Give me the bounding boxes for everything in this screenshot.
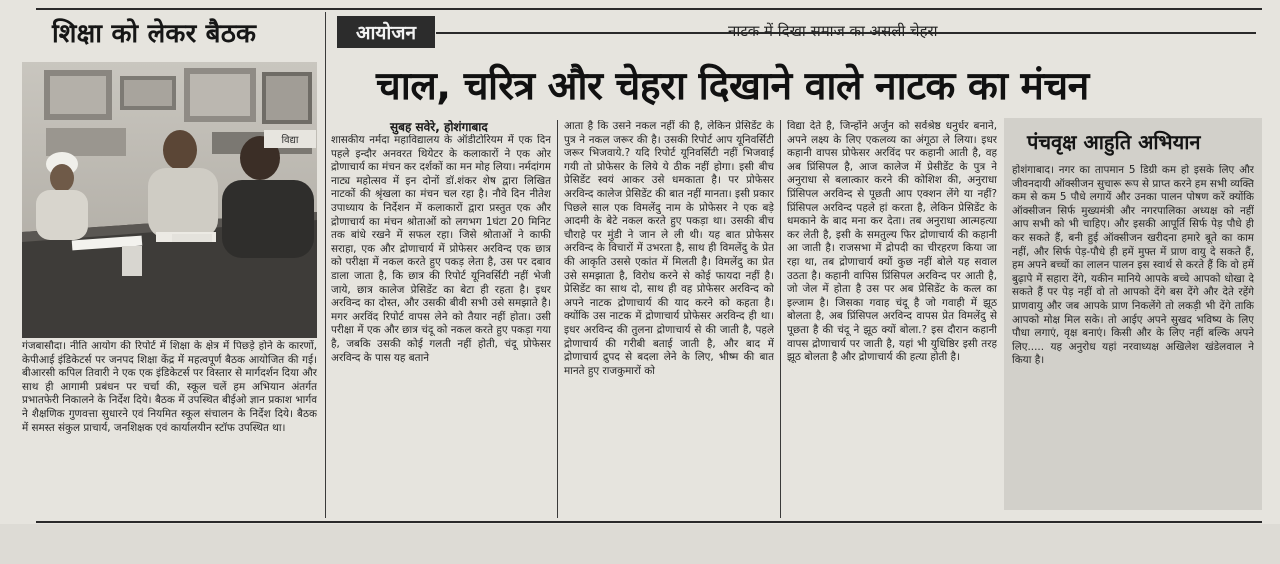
main-story-column-2: आता है कि उसने नकल नहीं की है, लेकिन प्रेसिडेंट के पुत्र ने नकल जरूर की है। उसकी रिपोर्ट आप यूनिवर्सिटी जरूर भिजवाये.? यदि रिपोर्ट यूनिवर्सिटी नहीं भिजवाई गयी तो प्रोफेसर के लिये ये ठीक नहीं होगा। इसी बीच प्रेसिडेंट स्वयं आकर उसे धमकाता है। पर प्रोफेसर अरविन्द कालेज प्रेसिडेंट की बात नहीं मानता। इसी प्रकार पिछले साल एक विमलेंदु नाम के प्रोफेसर ने एक बड़े आदमी के बेटे नकल करते हुए पकड़ा था। उसकी बीच चौराहे पर मुंडी ने जान ले ली थी। यह बात प्रोफेसर अरविन्द के विचारों में उभरता है, साथ ही विमलेंदु के प्रेत की आकृति उससे एकांत में मिलती है। विमलेंदु का प्रेत उसे समझाता है, विरोध करने से कोई फायदा नहीं है। प्रेसिडेंट का साथ दो, साथ ही वह प्रोफेसर अरविन्द को अपने नाटक द्रोणाचार्य की याद करने को कहता है। क्योंकि उस नाटक में द्रोणाचार्य प्रोफेसर अरविन्द ही था। इधर अरविन्द की तुलना द्रोणाचार्य से की जाती है, पहले द्रोणाचार्य की गरीबी बताई जाती है, और बाद में द्रोणाचार्य द्रुपद से बदला लेने के लिए, भीष्म की बात मानते हुए राजकुमारों को (564, 120, 774, 377)
main-story-column-1: शासकीय नर्मदा महाविद्यालय के ऑडीटोरियम में एक दिन पहले इन्दौर अनवरत थियेटर के कलाकारों ने एक ओर द्रोणाचार्य का मंचन कर दर्शकों का मन मोह लिया। नर्मदांगम नाट्य महोत्सव में इन दोनों डॉ.शंकर शेष द्वारा लिखित नाटकों की श्रृंखला का मंचन चल रहा है। नौवे दिन नीतेश उपाध्याय के निर्देशन में कलाकारों द्वारा प्रस्तुत एक और द्रोणाचार्य का मंचन श्रोताओं को लगभग 1घंटा 20 मिनिट तक बांधे रखने में सफल रहा। जिसे श्रोताओं ने काफी सराहा, एक और द्रोणाचार्य में प्रोफेसर अरविन्द एक छात्र को परीक्षा में नकल करते हुए पकड़ लेता है, उस पर दबाव डाला जाता है, कि छात्र की रिपोर्ट यूनिवर्सिटी नहीं भेजी जाये, छात्र कालेज प्रेसिडेंट का बेटा ही रहता है। इधर अरविन्द का दोस्त, और उसकी बीवी सभी उसे समझाते है। मगर अरविंद रिपोर्ट वापस लेने को तैयार नहीं होता। उसी परीक्षा में एक और छात्र चंदू को नकल करते हुए पकड़ा गया है, जबकि उसकी कोई गलती नहीं होती, चंदू प्रोफेसर अरविन्द के पास यह बताने (331, 134, 551, 364)
main-story-column-3: विद्या देते है, जिन्होंने अर्जुन को सर्वश्रेष्ठ धनुर्धर बनाने, अपने लक्ष्य के लिए एकलव्य का अंगूठा ले लिया। इधर कहानी वापस प्रोफेसर अरविंद पर कहानी आती है, वह अब प्रिंसिपल है, आज कालेज में प्रेसीडेंट के पुत्र ने अनुराधा से बलात्कार करने की कोशिश की, अनुराधा प्रिंसिपल अरविन्द से पूछती आप एक्शन लेंगे या नहीं? प्रिंसिपल अरविन्द पहले हां करता है, लेकिन प्रेसिडेंट के धमकाने के बाद मना कर देता। तब अनुराधा आत्महत्या कर लेती है, इसी के समतुल्य फिर द्रोणाचार्य की कहानी आ जाती है। राजसभा में द्रोपदी का चीरहरण किया जा रहा था, तब द्रोणाचार्य क्यों कुछ नहीं बोले यह सवाल उठता है। कहानी वापिस प्रिंसिपल अरविन्द पर आती है, जो जेल में होता है उस पर अब प्रेसिडेंट के कत्ल का इल्जाम है। जिसका गवाह चंदू है जो गवाही में झूठ बोलता है, अब प्रिंसिपल अरविन्द वापस प्रेत विमलेंदु से पूछता है की चंदू ने झूठ क्यों बोला.? इस दौरान कहानी वापस द्रोणाचार्य पर जाती है, यहां भी युधिष्ठिर इसी तरह झूठ बोलता है और द्रोणाचार्य की हत्या होती है। (787, 120, 997, 364)
bottom-rule (36, 521, 1262, 523)
column-divider-1 (557, 120, 558, 518)
side-box-title: पंचवृक्ष आहुति अभियान (1027, 130, 1201, 154)
page-bottom-margin (0, 524, 1280, 564)
top-rule (36, 8, 1262, 10)
story-kicker: नाटक में दिखा समाज का असली चेहरा (728, 22, 938, 40)
left-story-headline: शिक्षा को लेकर बैठक (52, 19, 257, 49)
section-tag: आयोजन (337, 16, 435, 48)
column-divider-2 (780, 120, 781, 518)
side-box-body: होशंगाबाद। नगर का तापमान 5 डिग्री कम हो इसके लिए और जीवनदायी ऑक्सीजन सुचारू रूप से प्राप्त करने हम सभी व्यक्ति कम से कम 5 पौधे लगायें और उनका पालन पोषण करें क्योंकि ऑक्सीजन सिर्फ मुख्यमंत्री और नगरपालिका अध्यक्ष को नहीं आप सभी को भी चाहिए। और इसकी आपूर्ति सिर्फ पेड़ पौधे ही कर सकते हैं, बनी हुई ऑक्सीजन खरीदना हमारे बूते का काम नहीं, और सिर्फ पेड़-पौधे ही हमें मुफ्त में प्राण वायु दे सकते हैं, हम अपने बच्चों का लालन पालन इस स्वार्थ से करते हैं कि वो हमें बुढ़ापे में सहारा देंगे, यकीन मानिये आपके बच्चे आपको धोखा दे सकते हैं पर पेड़ नहीं वो तो आपको देंगे बस देंगे और देते रहेंगे प्राणवायु और जब आपके प्राण निकलेंगे तो लकड़ी भी देंगे ताकि आपको मोक्ष मिल सके। तो आईए अपने सुखद भविष्य के लिए पौधा लगाएं, वृक्ष बनाएं। किसी और के लिए नहीं बल्कि अपने लिए..... यह अनुरोध यहां नरवाध्यक्ष अखिलेश खंडेलवाल ने किया है। (1012, 164, 1254, 367)
column-divider-left (325, 12, 326, 518)
meeting-photo-image (22, 62, 317, 338)
meeting-photo (22, 62, 317, 338)
photo-banner-text: विद्या (281, 135, 299, 146)
byline: सुबह सवेरे, होशंगाबाद (390, 120, 488, 134)
left-story-body: गंजबासौदा। नीति आयोग की रिपोर्ट में शिक्षा के क्षेत्र में पिछड़े होने के कारणों, केपीआई इंडिकेटर्स पर जनपद शिक्षा केंद्र में महत्वपूर्ण बैठक आयोजित की गई। बीआरसी कपिल तिवारी ने एक एक इंडिकेटर्स पर विस्तार से मार्गदर्शन दिया और साथ ही आगामी प्रबंधन पर चर्चा की, स्कूल चलें हम अभियान अंतर्गत प्रभातफेरी निकालने के निर्देश दिये। बैठक में उपस्थित बीईओ ज्ञान प्रकाश भार्गव ने शैक्षणिक गुणवत्ता सुधारने एवं नियमित स्कूल संचालन के निर्देश दिये। बैठक में समस्त संकुल प्राचार्य, जनशिक्षक एवं कार्यालयीन स्टॉफ उपस्थित था। (22, 340, 317, 434)
main-headline: चाल, चरित्र और चेहरा दिखाने वाले नाटक का मंचन (376, 64, 1089, 109)
